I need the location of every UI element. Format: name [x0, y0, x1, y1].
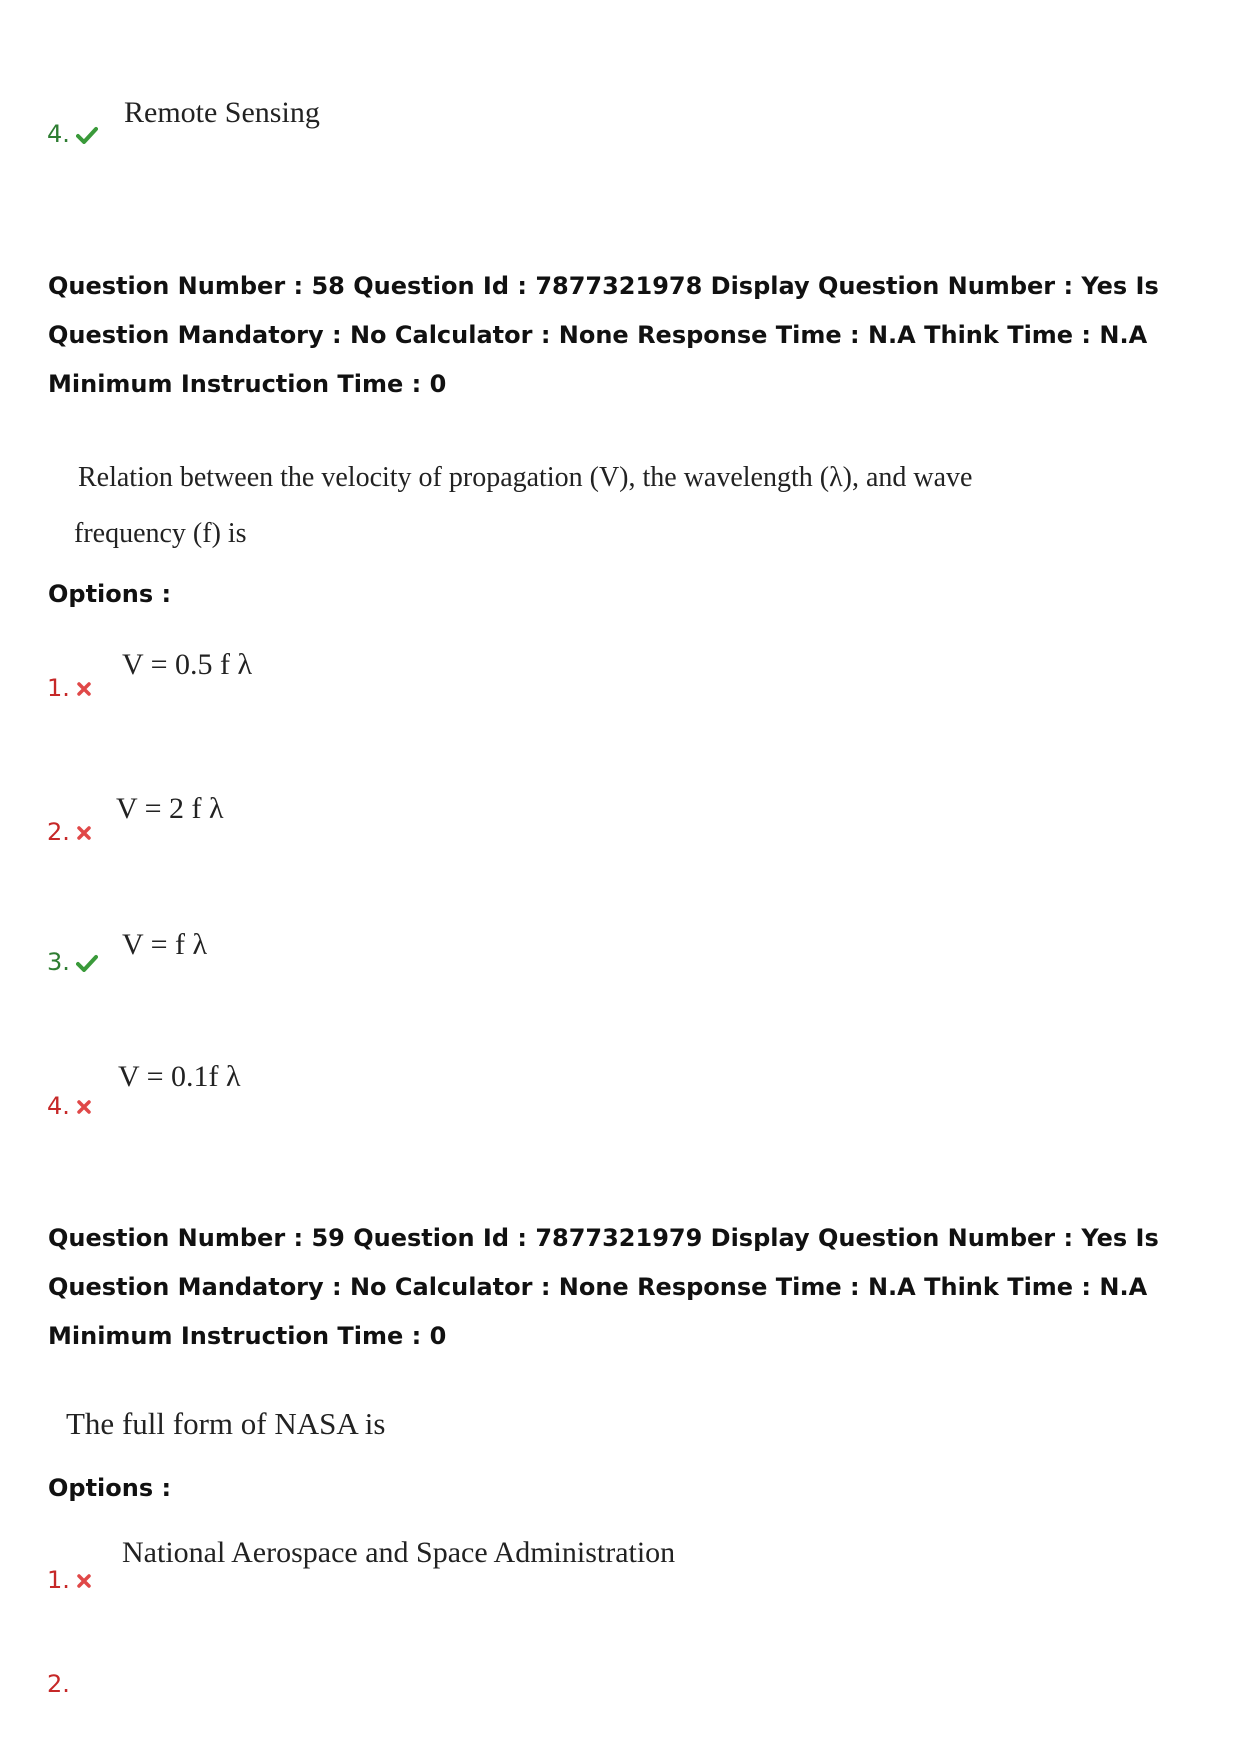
- option-number: 2.: [47, 818, 92, 846]
- cross-icon: [76, 1099, 92, 1115]
- options-label: Options :: [48, 580, 172, 608]
- option-text: V = 0.1f λ: [118, 1060, 241, 1093]
- cross-icon: [76, 681, 92, 697]
- option-text: V = 0.5 f λ: [122, 648, 253, 681]
- question-text-line1: Relation between the velocity of propagation (V), the wavelength (λ), and wave: [78, 462, 973, 493]
- question-text: The full form of NASA is: [66, 1406, 386, 1441]
- question-meta: Question Number : 58 Question Id : 7877321978 Display Question Number : Yes Is Question Mandatory : No Calculator : None Response Time : N.A Think Time : N.A Minimum Instruction Time : 0: [48, 272, 1159, 398]
- check-icon: [76, 126, 98, 144]
- question-meta: Question Number : 59 Question Id : 7877321979 Display Question Number : Yes Is Question Mandatory : No Calculator : None Response Time : N.A Think Time : N.A Minimum Instruction Time : 0: [48, 1224, 1159, 1350]
- option-number: 4.: [47, 1092, 92, 1120]
- option-number: 3.: [47, 948, 98, 976]
- option-text: V = 2 f λ: [116, 792, 224, 825]
- cross-icon: [76, 1573, 92, 1589]
- option-text: National Aerospace and Space Administration: [122, 1536, 676, 1569]
- option-number: 1.: [47, 1566, 92, 1594]
- cross-icon: [76, 825, 92, 841]
- option-number: 2.: [47, 1670, 70, 1698]
- option-text: V = f λ: [122, 928, 208, 961]
- option-number: 1.: [47, 674, 92, 702]
- options-label: Options :: [48, 1474, 172, 1502]
- check-icon: [76, 954, 98, 972]
- question-text-line2: frequency (f) is: [74, 518, 247, 549]
- option-number: 4.: [47, 120, 98, 148]
- option-text: Remote Sensing: [124, 96, 320, 129]
